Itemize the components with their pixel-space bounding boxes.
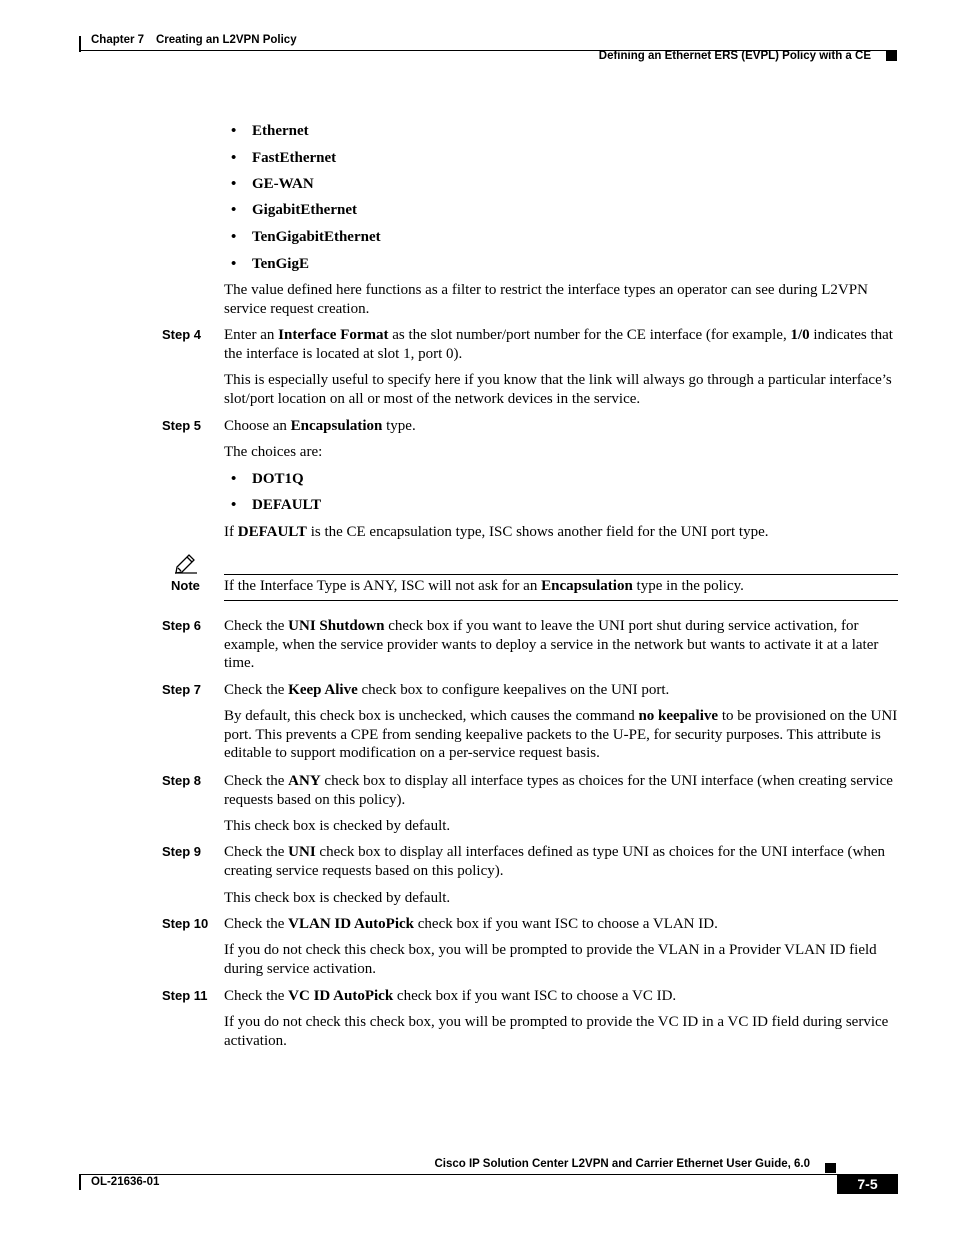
header-section-title: Defining an Ethernet ERS (EVPL) Policy with a CE <box>598 50 871 62</box>
step-label-10: Step 10 <box>162 916 209 931</box>
step-4-text: Enter an Interface Format as the slot number/port number for the CE interface (for example, 1/0 indicates that the interface is located at slot 1, port 0). <box>224 327 893 362</box>
step-7-paragraph: By default, this check box is unchecked, which causes the command no keepalive to be provisioned on the UNI port. This prevents a CPE from sending keepalive packets to the U-PE, for security purposes. This attribute is editable to support modification on a per-service request basis. <box>224 708 898 761</box>
step-10-paragraph: If you do not check this check box, you will be prompted to provide the VLAN in a Provider VLAN ID field during service activation. <box>224 942 877 977</box>
step-8-paragraph: This check box is checked by default. <box>224 818 451 834</box>
step-9-text: Check the UNI check box to display all interfaces defined as type UNI as choices for the UNI interface (when creating service requests based on this policy). <box>224 844 886 879</box>
step-11-paragraph: If you do not check this check box, you will be prompted to provide the VC ID in a VC ID field during service activation. <box>224 1014 889 1049</box>
step-10-text: Check the VLAN ID AutoPick check box if you want ISC to choose a VLAN ID. <box>224 916 718 932</box>
page-number: 7-5 <box>837 1174 898 1194</box>
note-label: Note <box>171 578 200 593</box>
step-6-text: Check the UNI Shutdown check box if you want to leave the UNI port shut during service activation, for example, when the service provider wants to deploy a service in the network but wants to activate it at a later time. <box>224 618 879 671</box>
footer-marker <box>825 1163 836 1173</box>
step-label-7: Step 7 <box>162 682 202 697</box>
note-text: If the Interface Type is ANY, ISC will not ask for an Encapsulation type in the policy. <box>224 578 744 594</box>
paragraph-filter: The value defined here functions as a filter to restrict the interface types an operator can see during L2VPN service request creation. <box>224 282 868 317</box>
footer-bar <box>79 1174 81 1190</box>
header-chapter: Chapter 7 <box>91 34 145 46</box>
step-label-5: Step 5 <box>162 418 202 433</box>
step-5-paragraph: If DEFAULT is the CE encapsulation type, ISC shows another field for the UNI port type. <box>224 524 769 540</box>
footer-doc-id: OL-21636-01 <box>91 1176 160 1188</box>
list-item: • GE-WAN <box>231 176 314 192</box>
pencil-note-icon <box>174 552 198 574</box>
step-8-text: Check the ANY check box to display all interface types as choices for the UNI interface (when creating service requests based on this policy). <box>224 773 893 808</box>
list-item: • DEFAULT <box>231 497 322 513</box>
footer-rule <box>79 1174 897 1175</box>
step-5-text: Choose an Encapsulation type. <box>224 418 416 434</box>
note-rule-top <box>224 574 898 575</box>
step-4-paragraph: This is especially useful to specify here if you know that the link will always go through a particular interface’s slot/port location on all or most of the network devices in the service. <box>224 372 892 407</box>
note-rule-bottom <box>224 600 898 601</box>
list-item: • TenGigabitEthernet <box>231 229 381 245</box>
header-chapter-title: Creating an L2VPN Policy <box>156 34 297 46</box>
list-item: • FastEthernet <box>231 150 337 166</box>
step-9-paragraph: This check box is checked by default. <box>224 890 451 906</box>
step-label-9: Step 9 <box>162 844 202 859</box>
list-item: • DOT1Q <box>231 471 304 487</box>
list-item: • GigabitEthernet <box>231 202 357 218</box>
step-label-6: Step 6 <box>162 618 202 633</box>
header-marker <box>886 51 897 61</box>
step-label-4: Step 4 <box>162 327 202 342</box>
step-label-11: Step 11 <box>162 988 208 1003</box>
list-item: • Ethernet <box>231 123 309 139</box>
footer-guide-title: Cisco IP Solution Center L2VPN and Carrier Ethernet User Guide, 6.0 <box>434 1158 810 1170</box>
step-5-choices: The choices are: <box>224 444 323 460</box>
step-label-8: Step 8 <box>162 773 202 788</box>
step-11-text: Check the VC ID AutoPick check box if you want ISC to choose a VC ID. <box>224 988 677 1004</box>
list-item: • TenGigE <box>231 256 309 272</box>
step-7-text: Check the Keep Alive check box to configure keepalives on the UNI port. <box>224 682 670 698</box>
